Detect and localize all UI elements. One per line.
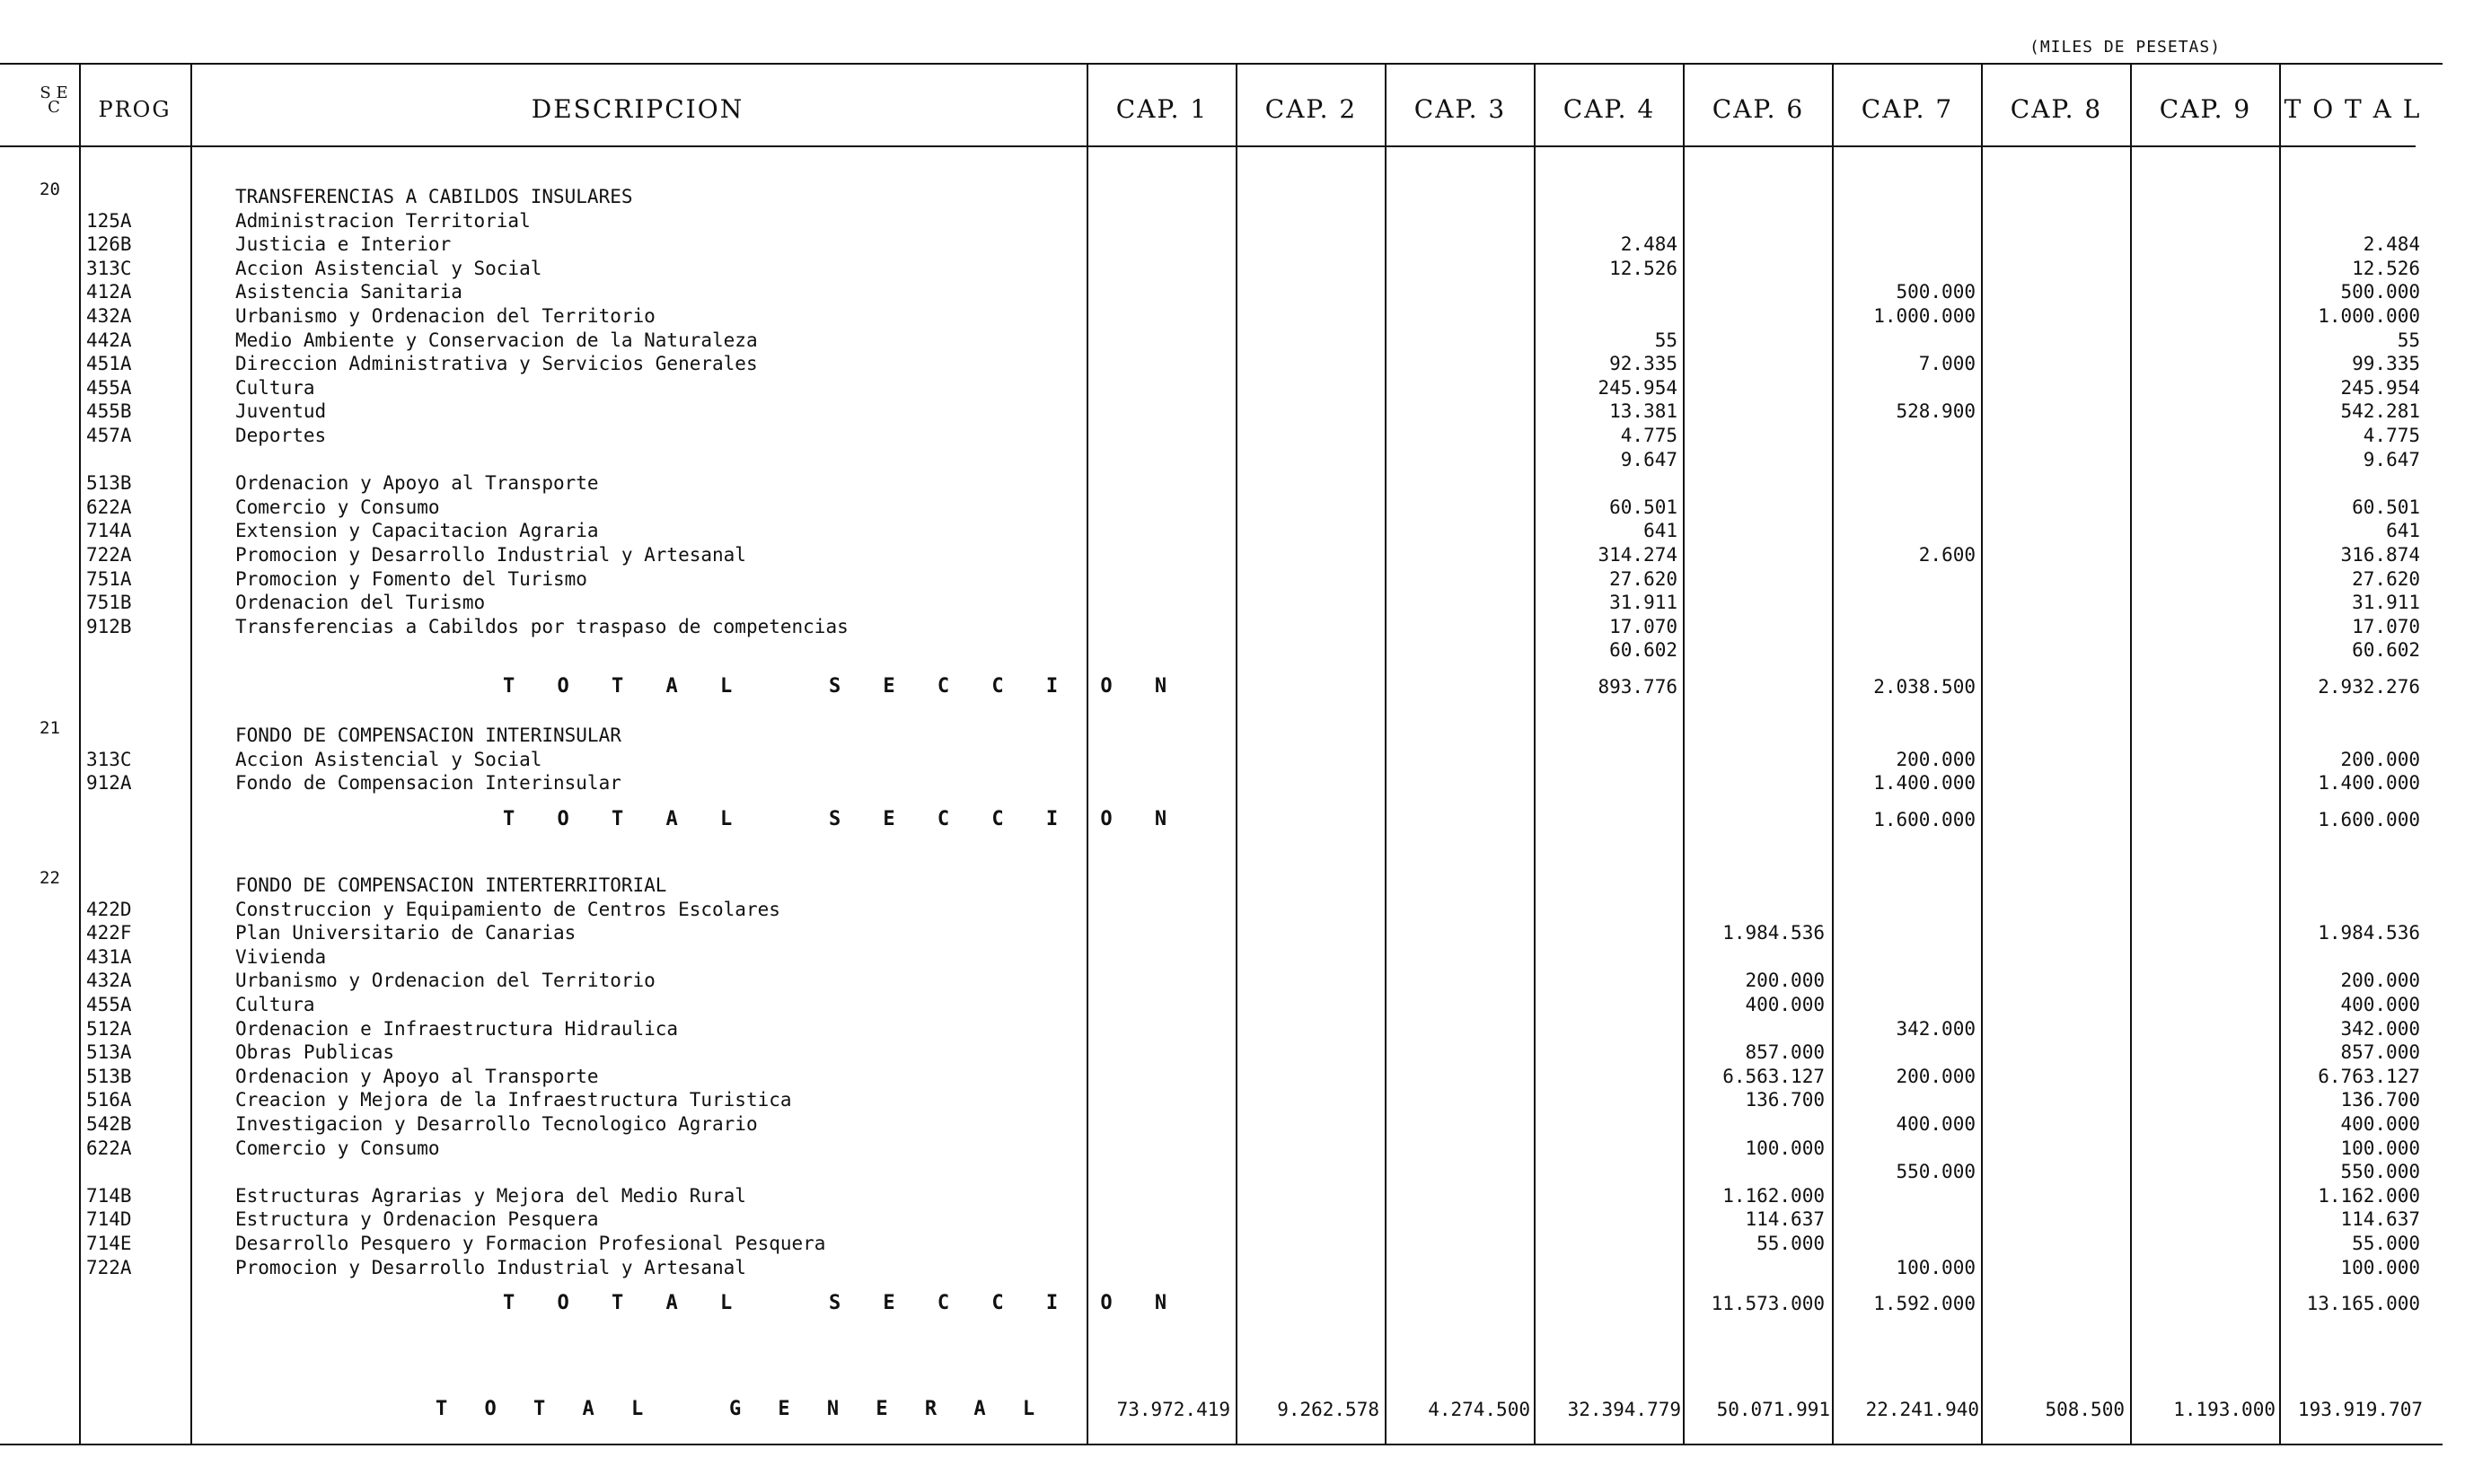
cell-total: 99.335 bbox=[2352, 353, 2420, 375]
prog-code: 516A bbox=[86, 1089, 132, 1111]
cell-cap6 bbox=[1685, 306, 1825, 326]
row-description: Comercio y Consumo bbox=[235, 1137, 440, 1159]
row-description: Urbanismo y Ordenacion del Territorio bbox=[235, 970, 656, 992]
row-description: Promocion y Desarrollo Industrial y Artesanal bbox=[235, 544, 746, 566]
col-header-cap3: CAP. 3 bbox=[1413, 94, 1507, 124]
cell-cap6: 6.563.127 bbox=[1722, 1065, 1825, 1087]
row-description: Estructura y Ordenacion Pesquera bbox=[235, 1208, 599, 1231]
section-total-total: 1.600.000 bbox=[2318, 808, 2420, 830]
cell-total: 1.400.000 bbox=[2318, 772, 2420, 795]
prog-code: 422D bbox=[86, 898, 132, 920]
prog-code: 513B bbox=[86, 472, 132, 495]
section-total-cap6: 11.573.000 bbox=[1711, 1293, 1825, 1315]
cell-cap6: 1.984.536 bbox=[1722, 922, 1825, 944]
cell-cap4 bbox=[1536, 750, 1677, 769]
cell-cap7 bbox=[1834, 995, 1976, 1014]
row-description: Accion Asistencial y Social bbox=[235, 748, 542, 770]
section-total-label: T O T A L S E C C I O N bbox=[503, 807, 1183, 830]
prog-code: 513A bbox=[86, 1041, 132, 1064]
cell-cap4 bbox=[1536, 1138, 1677, 1158]
cell-total: 27.620 bbox=[2352, 567, 2420, 590]
cell-cap6 bbox=[1685, 473, 1825, 493]
section-total-cap7: 2.038.500 bbox=[1873, 676, 1976, 698]
grand-total-cap7: 22.241.940 bbox=[1865, 1399, 1979, 1420]
cell-cap7 bbox=[1834, 211, 1976, 231]
row-description: Desarrollo Pesquero y Formacion Profesional Pesquera bbox=[235, 1233, 826, 1254]
cell-cap6 bbox=[1685, 617, 1825, 637]
cell-total: 4.775 bbox=[2363, 425, 2420, 446]
grand-total-cap1: 73.972.419 bbox=[1116, 1399, 1230, 1420]
row-description: Vivienda bbox=[235, 945, 327, 968]
cell-cap4: 9.647 bbox=[1620, 448, 1677, 470]
cell-cap4 bbox=[1536, 947, 1677, 967]
cell-cap6 bbox=[1685, 282, 1825, 302]
prog-code: 457A bbox=[86, 425, 132, 446]
cell-total bbox=[2281, 947, 2420, 967]
row-description bbox=[235, 1162, 1097, 1181]
cell-cap6 bbox=[1685, 900, 1825, 919]
row-description: Deportes bbox=[235, 425, 327, 446]
cell-cap4: 60.602 bbox=[1609, 639, 1677, 662]
cell-cap4 bbox=[1536, 1042, 1677, 1062]
grand-total-label: T O T A L G E N E R A L bbox=[436, 1398, 1048, 1420]
row-description: Fondo de Compensacion Interinsular bbox=[235, 772, 621, 795]
cell-cap4: 12.526 bbox=[1609, 257, 1677, 279]
cell-total: 1.162.000 bbox=[2318, 1184, 2420, 1207]
cell-cap7 bbox=[1834, 497, 1976, 517]
row-description: Ordenacion y Apoyo al Transporte bbox=[235, 472, 599, 495]
prog-code: 912B bbox=[86, 615, 132, 637]
cell-total: 60.501 bbox=[2352, 496, 2420, 518]
cell-cap4 bbox=[1536, 970, 1677, 990]
cell-cap4: 55 bbox=[1654, 329, 1677, 351]
cell-cap7 bbox=[1834, 1138, 1976, 1158]
cell-total: 316.874 bbox=[2340, 544, 2420, 566]
cell-cap7 bbox=[1834, 617, 1976, 637]
row-description: Estructuras Agrarias y Mejora del Medio Rural bbox=[235, 1184, 746, 1207]
section-title: TRANSFERENCIAS A CABILDOS INSULARES bbox=[235, 186, 633, 207]
cell-cap7 bbox=[1834, 900, 1976, 919]
cell-cap6 bbox=[1685, 773, 1825, 793]
grand-total-cap3: 4.274.500 bbox=[1428, 1399, 1530, 1420]
section-total-cap4 bbox=[1536, 1294, 1677, 1313]
prog-code: 451A bbox=[86, 353, 132, 375]
cell-total: 17.070 bbox=[2352, 615, 2420, 637]
cell-cap7: 100.000 bbox=[1896, 1256, 1976, 1278]
section-number: 20 bbox=[40, 180, 60, 199]
prog-code: 751B bbox=[86, 592, 132, 614]
cell-cap4: 2.484 bbox=[1620, 233, 1677, 256]
prog-code: 714E bbox=[86, 1233, 132, 1254]
cell-total: 245.954 bbox=[2340, 376, 2420, 399]
prog-code: 432A bbox=[86, 970, 132, 992]
cell-cap6 bbox=[1685, 234, 1825, 254]
cell-cap7 bbox=[1834, 970, 1976, 990]
cell-cap4 bbox=[1536, 282, 1677, 302]
col-header-cap1: CAP. 1 bbox=[1115, 94, 1209, 124]
col-header-sec: S E C bbox=[40, 83, 68, 117]
cell-total: 400.000 bbox=[2340, 1113, 2420, 1135]
cell-cap6 bbox=[1685, 497, 1825, 517]
cell-cap7 bbox=[1834, 593, 1976, 612]
prog-code: 722A bbox=[86, 1256, 132, 1278]
cell-cap7: 200.000 bbox=[1896, 748, 1976, 770]
col-header-descripcion: DESCRIPCION bbox=[531, 94, 744, 124]
row-description: Direccion Administrativa y Servicios Generales bbox=[235, 353, 758, 375]
section-total-total: 13.165.000 bbox=[2306, 1293, 2420, 1315]
cell-total: 100.000 bbox=[2340, 1256, 2420, 1278]
cell-cap7: 1.400.000 bbox=[1873, 772, 1976, 795]
prog-code: 313C bbox=[86, 257, 132, 279]
cell-total: 136.700 bbox=[2340, 1089, 2420, 1111]
cell-cap6: 200.000 bbox=[1745, 970, 1825, 992]
prog-code: 422F bbox=[86, 922, 132, 944]
cell-total: 9.647 bbox=[2363, 448, 2420, 470]
cell-cap4 bbox=[1536, 211, 1677, 231]
row-description: Asistencia Sanitaria bbox=[235, 281, 462, 303]
cell-cap4 bbox=[1536, 995, 1677, 1014]
prog-code: 432A bbox=[86, 305, 132, 327]
row-description bbox=[235, 450, 1097, 470]
cell-cap4 bbox=[1536, 773, 1677, 793]
col-header-cap6: CAP. 6 bbox=[1712, 94, 1805, 124]
cell-cap6 bbox=[1685, 947, 1825, 967]
cell-cap6 bbox=[1685, 211, 1825, 231]
cell-cap7: 342.000 bbox=[1896, 1017, 1976, 1040]
cell-cap7 bbox=[1834, 1090, 1976, 1110]
row-description: Cultura bbox=[235, 376, 315, 399]
cell-cap6 bbox=[1685, 1019, 1825, 1039]
section-total-cap4 bbox=[1536, 810, 1677, 830]
cell-total: 55 bbox=[2397, 329, 2420, 351]
cell-cap4: 31.911 bbox=[1609, 592, 1677, 614]
prog-code: 722A bbox=[86, 544, 132, 566]
cell-total: 550.000 bbox=[2340, 1161, 2420, 1183]
cell-cap7 bbox=[1834, 450, 1976, 470]
cell-cap4: 245.954 bbox=[1598, 376, 1677, 399]
cell-cap7 bbox=[1834, 1234, 1976, 1253]
cell-cap7 bbox=[1834, 473, 1976, 493]
cell-cap6 bbox=[1685, 401, 1825, 421]
cell-cap4 bbox=[1536, 1258, 1677, 1278]
prog-code: 714D bbox=[86, 1208, 132, 1231]
cell-cap6 bbox=[1685, 1258, 1825, 1278]
row-description: Ordenacion y Apoyo al Transporte bbox=[235, 1065, 599, 1087]
col-header-prog: PROG bbox=[98, 97, 172, 122]
cell-total bbox=[2281, 211, 2420, 231]
cell-cap4 bbox=[1536, 1019, 1677, 1039]
prog-code: 912A bbox=[86, 772, 132, 795]
prog-code: 622A bbox=[86, 1137, 132, 1159]
cell-cap4 bbox=[1536, 1162, 1677, 1181]
prog-code: 431A bbox=[86, 945, 132, 968]
section-total-cap6 bbox=[1685, 677, 1825, 697]
grand-total-total: 193.919.707 bbox=[2297, 1399, 2423, 1420]
unit-note: (MILES DE PESETAS) bbox=[2029, 38, 2222, 57]
cell-total: 2.484 bbox=[2363, 233, 2420, 256]
cell-cap7 bbox=[1834, 947, 1976, 967]
cell-total: 55.000 bbox=[2352, 1233, 2420, 1254]
cell-cap6 bbox=[1685, 1162, 1825, 1181]
cell-cap7 bbox=[1834, 521, 1976, 540]
prog-code: 455A bbox=[86, 376, 132, 399]
cell-cap4: 4.775 bbox=[1620, 425, 1677, 446]
cell-cap4 bbox=[1536, 1090, 1677, 1110]
table-bottom-rule bbox=[0, 1444, 2443, 1445]
prog-code: 751A bbox=[86, 567, 132, 590]
section-title: FONDO DE COMPENSACION INTERINSULAR bbox=[235, 724, 621, 746]
section-total-label: T O T A L S E C C I O N bbox=[503, 1292, 1183, 1315]
cell-cap6 bbox=[1685, 569, 1825, 589]
cell-total: 31.911 bbox=[2352, 592, 2420, 614]
row-description: Plan Universitario de Canarias bbox=[235, 922, 577, 944]
col-header-cap9: CAP. 9 bbox=[2159, 94, 2252, 124]
grand-total-cap2: 9.262.578 bbox=[1277, 1399, 1379, 1420]
prog-code: 455B bbox=[86, 400, 132, 423]
cell-cap7: 2.600 bbox=[1918, 544, 1976, 566]
cell-cap4 bbox=[1536, 1186, 1677, 1206]
section-total-cap4: 893.776 bbox=[1598, 676, 1677, 698]
cell-total: 200.000 bbox=[2340, 748, 2420, 770]
cell-cap6: 100.000 bbox=[1745, 1137, 1825, 1159]
prog-code bbox=[86, 1162, 185, 1181]
cell-cap4 bbox=[1536, 1114, 1677, 1134]
cell-total: 100.000 bbox=[2340, 1137, 2420, 1159]
row-description: Accion Asistencial y Social bbox=[235, 257, 542, 279]
cell-cap6 bbox=[1685, 640, 1825, 660]
col-header-cap7: CAP. 7 bbox=[1861, 94, 1954, 124]
row-description: Obras Publicas bbox=[235, 1041, 395, 1064]
section-total-cap6 bbox=[1685, 810, 1825, 830]
cell-cap4 bbox=[1536, 923, 1677, 943]
cell-cap4: 314.274 bbox=[1598, 544, 1677, 566]
cell-cap7: 7.000 bbox=[1918, 353, 1976, 375]
cell-total: 542.281 bbox=[2340, 400, 2420, 423]
cell-cap7 bbox=[1834, 259, 1976, 278]
row-description: Cultura bbox=[235, 994, 315, 1015]
cell-cap4: 60.501 bbox=[1609, 496, 1677, 518]
row-description: Administracion Territorial bbox=[235, 209, 531, 232]
col-header-cap2: CAP. 2 bbox=[1264, 94, 1358, 124]
row-description: Extension y Capacitacion Agraria bbox=[235, 520, 599, 542]
col-header-cap8: CAP. 8 bbox=[2010, 94, 2103, 124]
cell-total: 12.526 bbox=[2352, 257, 2420, 279]
cell-cap4 bbox=[1536, 306, 1677, 326]
row-description: Promocion y Fomento del Turismo bbox=[235, 567, 587, 590]
cell-cap7 bbox=[1834, 378, 1976, 398]
cell-cap7: 500.000 bbox=[1896, 281, 1976, 303]
cell-cap6: 136.700 bbox=[1745, 1089, 1825, 1111]
prog-code: 126B bbox=[86, 233, 132, 256]
cell-cap6 bbox=[1685, 426, 1825, 445]
row-description: Transferencias a Cabildos por traspaso de competencias bbox=[235, 615, 849, 637]
row-description: Creacion y Mejora de la Infraestructura Turistica bbox=[235, 1089, 792, 1111]
row-description: Juventud bbox=[235, 400, 327, 423]
cell-cap6 bbox=[1685, 378, 1825, 398]
cell-cap4: 641 bbox=[1643, 520, 1677, 542]
cell-cap6 bbox=[1685, 354, 1825, 373]
row-description: Promocion y Desarrollo Industrial y Artesanal bbox=[235, 1256, 746, 1278]
cell-cap6: 114.637 bbox=[1745, 1208, 1825, 1231]
row-description: Comercio y Consumo bbox=[235, 496, 440, 518]
cell-total: 6.763.127 bbox=[2318, 1065, 2420, 1087]
cell-total bbox=[2281, 900, 2420, 919]
cell-total bbox=[2281, 473, 2420, 493]
cell-cap7 bbox=[1834, 330, 1976, 350]
section-total-cap7: 1.592.000 bbox=[1873, 1293, 1976, 1315]
cell-total: 114.637 bbox=[2340, 1208, 2420, 1231]
cell-cap7 bbox=[1834, 1042, 1976, 1062]
section-total-cap7: 1.600.000 bbox=[1873, 808, 1976, 830]
prog-code: 412A bbox=[86, 281, 132, 303]
row-description bbox=[235, 640, 1097, 660]
cell-cap6 bbox=[1685, 259, 1825, 278]
cell-cap7 bbox=[1834, 1186, 1976, 1206]
cell-total: 1.984.536 bbox=[2318, 922, 2420, 944]
cell-cap6: 857.000 bbox=[1745, 1041, 1825, 1064]
cell-cap6 bbox=[1685, 1114, 1825, 1134]
cell-cap6 bbox=[1685, 750, 1825, 769]
row-description: Ordenacion del Turismo bbox=[235, 592, 486, 614]
prog-code bbox=[86, 450, 185, 470]
cell-cap4 bbox=[1536, 900, 1677, 919]
cell-cap7 bbox=[1834, 1209, 1976, 1229]
section-number: 21 bbox=[40, 718, 60, 738]
cell-total: 342.000 bbox=[2340, 1017, 2420, 1040]
prog-code: 513B bbox=[86, 1065, 132, 1087]
row-description: Justicia e Interior bbox=[235, 233, 452, 256]
row-description: Medio Ambiente y Conservacion de la Naturaleza bbox=[235, 329, 758, 351]
cell-cap7: 400.000 bbox=[1896, 1113, 1976, 1135]
col-header-total: T O T A L bbox=[2284, 94, 2422, 124]
section-total-total: 2.932.276 bbox=[2318, 676, 2420, 698]
cell-cap6: 1.162.000 bbox=[1722, 1184, 1825, 1207]
cell-total: 60.602 bbox=[2352, 639, 2420, 662]
cell-cap4 bbox=[1536, 473, 1677, 493]
cell-cap4: 13.381 bbox=[1609, 400, 1677, 423]
prog-code: 714A bbox=[86, 520, 132, 542]
prog-code: 313C bbox=[86, 748, 132, 770]
section-total-label: T O T A L S E C C I O N bbox=[503, 675, 1183, 698]
prog-code: 125A bbox=[86, 209, 132, 232]
cell-cap6 bbox=[1685, 450, 1825, 470]
cell-cap4 bbox=[1536, 1234, 1677, 1253]
header-bottom-rule bbox=[0, 145, 2416, 147]
cell-cap7: 200.000 bbox=[1896, 1065, 1976, 1087]
cell-cap7 bbox=[1834, 640, 1976, 660]
prog-code: 455A bbox=[86, 994, 132, 1015]
prog-code: 542B bbox=[86, 1113, 132, 1135]
grand-total-cap4: 32.394.779 bbox=[1567, 1399, 1681, 1420]
cell-cap6 bbox=[1685, 545, 1825, 565]
prog-code bbox=[86, 640, 185, 660]
cell-cap7: 1.000.000 bbox=[1873, 305, 1976, 327]
section-title: FONDO DE COMPENSACION INTERTERRITORIAL bbox=[235, 874, 667, 896]
cell-cap7 bbox=[1834, 569, 1976, 589]
grand-total-cap9: 1.193.000 bbox=[2173, 1399, 2276, 1420]
cell-cap6: 400.000 bbox=[1745, 994, 1825, 1015]
cell-cap6 bbox=[1685, 330, 1825, 350]
cell-total: 641 bbox=[2386, 520, 2420, 542]
cell-total: 500.000 bbox=[2340, 281, 2420, 303]
row-description: Ordenacion e Infraestructura Hidraulica bbox=[235, 1017, 679, 1040]
cell-cap4: 27.620 bbox=[1609, 567, 1677, 590]
row-description: Urbanismo y Ordenacion del Territorio bbox=[235, 305, 656, 327]
cell-cap7 bbox=[1834, 426, 1976, 445]
cell-cap4 bbox=[1536, 1209, 1677, 1229]
cell-total: 200.000 bbox=[2340, 970, 2420, 992]
cell-cap6 bbox=[1685, 593, 1825, 612]
section-number: 22 bbox=[40, 868, 60, 888]
grand-total-cap8: 508.500 bbox=[2045, 1399, 2125, 1420]
grand-total-cap6: 50.071.991 bbox=[1716, 1399, 1830, 1420]
cell-cap4 bbox=[1536, 1067, 1677, 1086]
header-top-rule bbox=[0, 63, 2443, 65]
cell-cap4: 17.070 bbox=[1609, 615, 1677, 637]
cell-total: 400.000 bbox=[2340, 994, 2420, 1015]
cell-cap6 bbox=[1685, 521, 1825, 540]
prog-code: 714B bbox=[86, 1184, 132, 1207]
col-header-cap4: CAP. 4 bbox=[1563, 94, 1656, 124]
cell-cap7: 550.000 bbox=[1896, 1161, 1976, 1183]
prog-code: 442A bbox=[86, 329, 132, 351]
prog-code: 622A bbox=[86, 496, 132, 518]
row-description: Construccion y Equipamiento de Centros Escolares bbox=[235, 898, 780, 920]
cell-cap7 bbox=[1834, 923, 1976, 943]
cell-cap7: 528.900 bbox=[1896, 400, 1976, 423]
cell-cap7 bbox=[1834, 234, 1976, 254]
cell-total: 857.000 bbox=[2340, 1041, 2420, 1064]
cell-cap6: 55.000 bbox=[1756, 1233, 1825, 1254]
cell-cap4: 92.335 bbox=[1609, 353, 1677, 375]
prog-code: 512A bbox=[86, 1017, 132, 1040]
cell-total: 1.000.000 bbox=[2318, 305, 2420, 327]
row-description: Investigacion y Desarrollo Tecnologico Agrario bbox=[235, 1113, 758, 1135]
